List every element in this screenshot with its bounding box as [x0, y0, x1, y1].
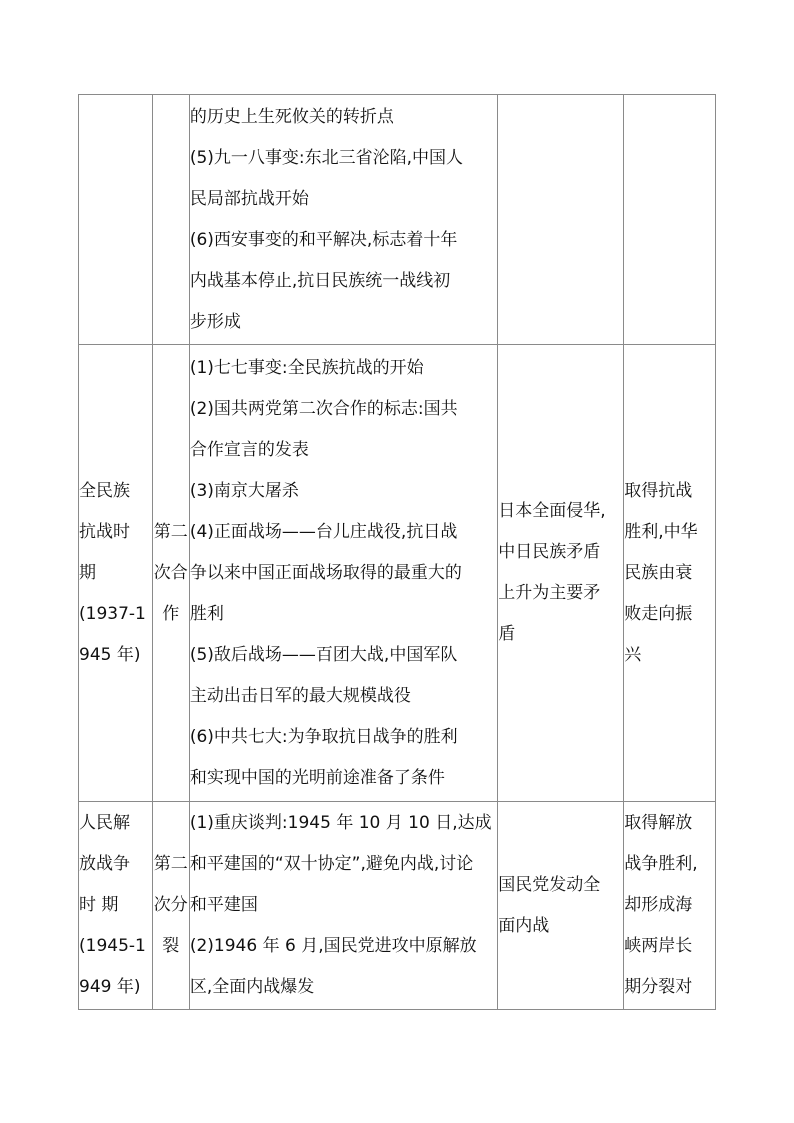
cause-line: 日本全面侵华,: [498, 501, 606, 521]
cause-cell: [498, 345, 624, 802]
events-cell: [189, 345, 497, 802]
period-line: 放战争: [79, 854, 130, 874]
relation-line: 第二: [153, 521, 188, 542]
relation-line: 作: [162, 603, 180, 624]
event-line: 合作宣言的发表: [189, 439, 309, 460]
event-line: 主动出击日军的最大规模战役: [189, 685, 411, 706]
result-cell: [624, 95, 716, 345]
table-row: [79, 802, 716, 1010]
events-cell: [189, 802, 497, 1010]
event-line: (2)1946 年 6 月,国民党进攻中原解放: [189, 936, 477, 956]
cause-cell: [498, 95, 624, 345]
event-line: 和平建国的“双十协定”,避免内战,讨论: [189, 854, 474, 874]
cause-line: 国民党发动全: [498, 874, 601, 895]
cause-line: 盾: [498, 624, 516, 644]
result-line: 胜利,中华: [624, 521, 698, 542]
result-line: 民族由衰: [624, 562, 693, 583]
table-row: [79, 345, 716, 802]
relation-line: 次分: [153, 895, 188, 915]
event-line: 胜利: [189, 603, 224, 624]
relation-line: 裂: [162, 936, 180, 956]
period-line: 全民族: [79, 480, 130, 501]
period-cell: [79, 95, 153, 345]
period-cell: [79, 345, 153, 802]
event-line: (1)重庆谈判:1945 年 10 月 10 日,达成: [189, 813, 492, 833]
event-line: 的历史上生死攸关的转折点: [189, 106, 394, 127]
result-line: 取得解放: [624, 813, 693, 833]
table-row: [79, 95, 716, 345]
event-line: (5)敌后战场——百团大战,中国军队: [189, 644, 458, 665]
event-line: 和实现中国的光明前途准备了条件: [189, 767, 445, 788]
cause-line: 上升为主要矛: [498, 583, 601, 603]
event-line: 和平建国: [189, 895, 258, 915]
relation-cell: [152, 802, 189, 1010]
event-line: 步形成: [189, 311, 241, 332]
result-line: 败走向振: [624, 603, 693, 624]
period-line: 期: [79, 562, 96, 583]
period-line: (1937-1: [79, 603, 146, 624]
period-line: 人民解: [79, 813, 130, 833]
cause-line: 面内战: [498, 915, 550, 936]
relation-line: 第二: [153, 854, 188, 874]
history-table: [78, 94, 716, 1010]
relation-line: 次合: [153, 562, 188, 583]
cause-line: 中日民族矛盾: [498, 542, 601, 562]
cause-cell: [498, 802, 624, 1010]
event-line: 内战基本停止,抗日民族统一战线初: [189, 270, 451, 291]
event-line: (3)南京大屠杀: [189, 480, 299, 501]
event-line: (6)中共七大:为争取抗日战争的胜利: [189, 726, 458, 747]
event-line: (5)九一八事变:东北三省沦陷,中国人: [189, 147, 464, 168]
period-line: 945 年): [79, 644, 141, 665]
period-line: 949 年): [79, 977, 141, 997]
result-line: 战争胜利,: [624, 854, 698, 874]
result-line: 峡两岸长: [624, 936, 693, 956]
period-line: 抗战时: [79, 521, 130, 542]
result-cell: [624, 345, 716, 802]
event-line: (1)七七事变:全民族抗战的开始: [189, 357, 424, 378]
event-line: (6)西安事变的和平解决,标志着十年: [189, 229, 458, 250]
result-cell: [624, 802, 716, 1010]
event-line: (2)国共两党第二次合作的标志:国共: [189, 398, 458, 419]
event-line: (4)正面战场——台儿庄战役,抗日战: [189, 521, 458, 542]
event-line: 区,全面内战爆发: [189, 977, 315, 997]
result-line: 却形成海: [624, 895, 693, 915]
result-line: 取得抗战: [624, 480, 693, 501]
period-line: (1945-1: [79, 936, 146, 956]
period-cell: [79, 802, 153, 1010]
events-cell: [189, 95, 497, 345]
event-line: 争以来中国正面战场取得的最重大的: [189, 562, 462, 583]
relation-cell: [152, 95, 189, 345]
relation-cell: [152, 345, 189, 802]
period-line: 时 期: [79, 895, 119, 915]
result-line: 期分裂对: [624, 977, 693, 997]
result-line: 兴: [624, 644, 642, 665]
event-line: 民局部抗战开始: [189, 188, 309, 209]
